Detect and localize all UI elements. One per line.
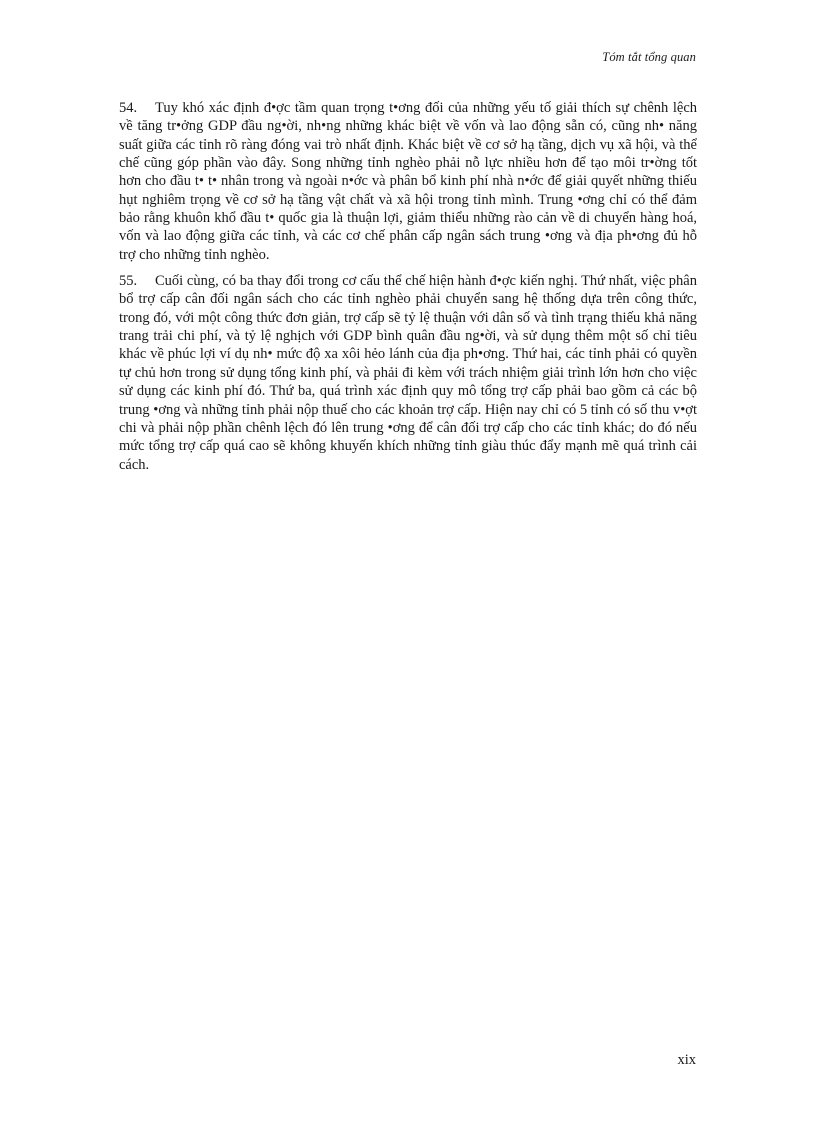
paragraph-text: Tuy khó xác định đ•ợc tầm quan trọng t•ơng đối của những yếu tố giải thích sự chênh lệch về tăng tr•ởng GDP đầu ng•ời, nh•ng những khác biệt về vốn và lao động sẵn có, cũng nh• năng suất giữa các tỉnh rõ ràng đóng vai trò nhất định. Khác biệt về cơ sở hạ tầng, dịch vụ xã hội, và thể chế cũng góp phần vào đây. Song những tỉnh nghèo phải nỗ lực nhiều hơn để tạo môi tr•ờng tốt hơn cho đầu t• t• nhân trong và ngoài n•ớc và phân bổ kinh phí nhà n•ớc để giải quyết những thiếu hụt nghiêm trọng về cơ sở hạ tầng vật chất và xã hội trong tỉnh mình. Trung •ơng chỉ có thể đảm bảo rằng khuôn khổ đầu t• quốc gia là thuận lợi, giảm thiểu những rào cản về di chuyển hàng hoá, vốn và lao động giữa các tỉnh, và các cơ chế phân cấp ngân sách trung •ơng và địa ph•ơng đủ hỗ trợ cho những tỉnh nghèo. (119, 100, 697, 263)
running-head-title: Tóm tắt tổng quan (602, 50, 696, 64)
page-number: xix (677, 1052, 696, 1068)
paragraph-55 (119, 272, 697, 474)
paragraph-number: 55. (119, 273, 138, 290)
paragraph-54 (119, 99, 697, 264)
paragraph-number: 54. (119, 100, 138, 116)
body-text (119, 99, 697, 482)
paragraph-text: Cuối cùng, có ba thay đổi trong cơ cấu thể chế hiện hành đ•ợc kiến nghị. Thứ nhất, việc phân bổ trợ cấp cân đối ngân sách cho các tỉnh nghèo phải chuyển sang hệ thống dựa trên công thức, trong đó, với một công thức đơn giản, trợ cấp sẽ tỷ lệ thuận với dân số và tình trạng thiếu khả năng trang trải chi phí, và tỷ lệ nghịch với GDP bình quân đầu ng•ời, và sử dụng thêm một số chỉ tiêu khác về phúc lợi ví dụ nh• mức độ xa xôi hẻo lánh của địa ph•ơng. Thứ hai, các tỉnh phải có quyền tự chủ hơn trong sử dụng tổng kinh phí, và phải đi kèm với trách nhiệm giải trình lớn hơn cho việc sử dụng các kinh phí đó. Thứ ba, quá trình xác định quy mô tổng trợ cấp phải bao gồm cả các bộ trung •ơng và những tỉnh phải nộp thuế cho các khoản trợ cấp. Hiện nay chỉ có 5 tỉnh có số thu v•ợt chi và phải nộp phần chênh lệch đó lên trung •ơng để cân đối trợ cấp cho các tỉnh khác; do đó nếu mức tổng trợ cấp quá cao sẽ không khuyến khích những tỉnh giàu thúc đẩy mạnh mẽ quá trình cải cách. (119, 273, 697, 473)
